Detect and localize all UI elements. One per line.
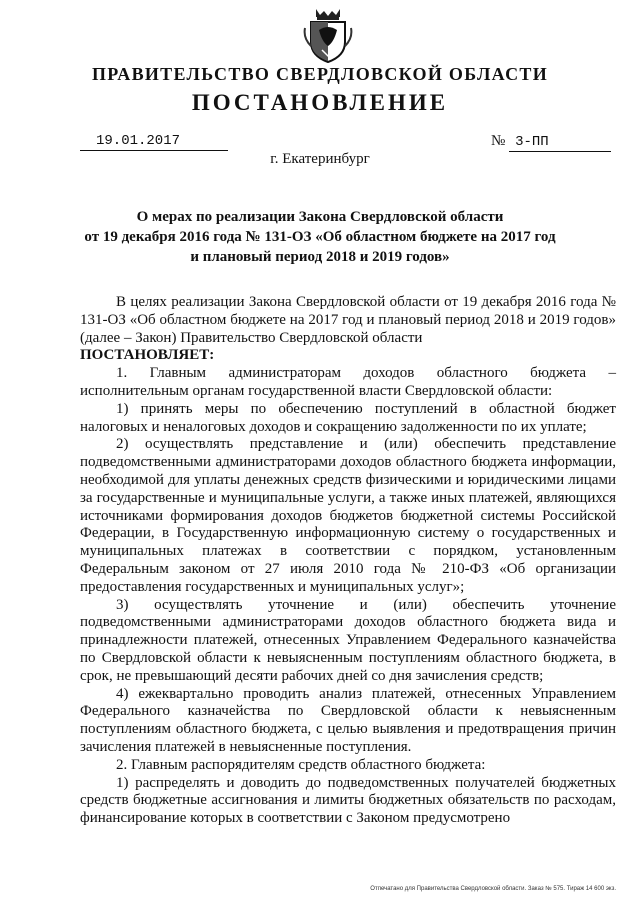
intro-paragraph: В целях реализации Закона Свердловской области от 19 декабря 2016 года № 131-ОЗ «Об областном бюджете на 2017 год и плановый период 2018 и 2019 годов» (далее – Закон) Правительство Свердловской области — [80, 294, 616, 346]
paragraph-1-2: 2) осуществлять представление и (или) обеспечить представление подведомственными администраторами доходов областного бюджета информации, необходимой для уплаты денежных средств физическими и юридическими лицами за государственные и муниципальные услуги, а также иных платежей, являющихся источниками формирования доходов бюджетов бюджетной системы Российской Федерации, в Государственную информационную систему о государственных и муниципальных платежах в соответствии с порядком, установленным Федеральным законом от 27 июля 2010 года № 210-ФЗ «Об организации предоставления государственных и муниципальных услуг»; — [80, 436, 616, 595]
paragraph-1-1: 1) принять меры по обеспечению поступлений в областной бюджет налоговых и неналоговых доходов и сокращению задолженности по их уплате; — [80, 400, 616, 435]
title-line: и плановый период 2018 и 2019 годов» — [190, 249, 450, 265]
paragraph-1-3: 3) осуществлять уточнение и (или) обеспечить уточнение подведомственными администраторами доходов областного бюджета вида и принадлежности платежей, отнесенных Управлением Федерального казначейства по Свердловской области к невыясненным поступлениям областного бюджета, в срок, не превышающий десяти рабочих дней со дня зачисления средств; — [80, 596, 616, 684]
document-title — [70, 207, 570, 267]
number-label: № — [491, 133, 506, 149]
document-body — [80, 294, 616, 828]
coat-of-arms-icon — [303, 6, 353, 64]
title-line: О мерах по реализации Закона Свердловской области — [136, 209, 504, 225]
title-line: от 19 декабря 2016 года № 131-ОЗ «Об областном бюджете на 2017 год — [84, 229, 556, 245]
paragraph-1-4: 4) ежеквартально проводить анализ платежей, отнесенных Управлением Федерального казначейства по Свердловской области к невыясненным поступлениям областного бюджета, с целью выявления и предотвращения причин зачисления платежей в невыясненные поступления. — [80, 685, 616, 755]
number-value: 3-ПП — [509, 133, 611, 152]
paragraph-1: 1. Главным администраторам доходов областного бюджета – исполнительным органам государственной власти Свердловской области: — [80, 365, 616, 399]
resolves-heading: ПОСТАНОВЛЯЕТ: — [80, 347, 215, 364]
document-date: 19.01.2017 — [80, 132, 228, 151]
print-footer: Отпечатано для Правительства Свердловской области. Заказ № 575. Тираж 14 600 экз. — [370, 886, 616, 892]
document-number — [491, 132, 611, 152]
paragraph-2: 2. Главным распорядителям средств областного бюджета: — [116, 756, 486, 773]
government-name: ПРАВИТЕЛЬСТВО СВЕРДЛОВСКОЙ ОБЛАСТИ — [91, 64, 548, 84]
paragraph-2-1: 1) распределять и доводить до подведомственных получателей бюджетных средств бюджетные ассигнования и лимиты бюджетных обязательств по расходам, финансирование которых в соответствии с Законом предусмотрено — [80, 774, 616, 827]
document-type: ПОСТАНОВЛЕНИЕ — [191, 90, 449, 115]
city: г. Екатеринбург — [270, 151, 370, 167]
